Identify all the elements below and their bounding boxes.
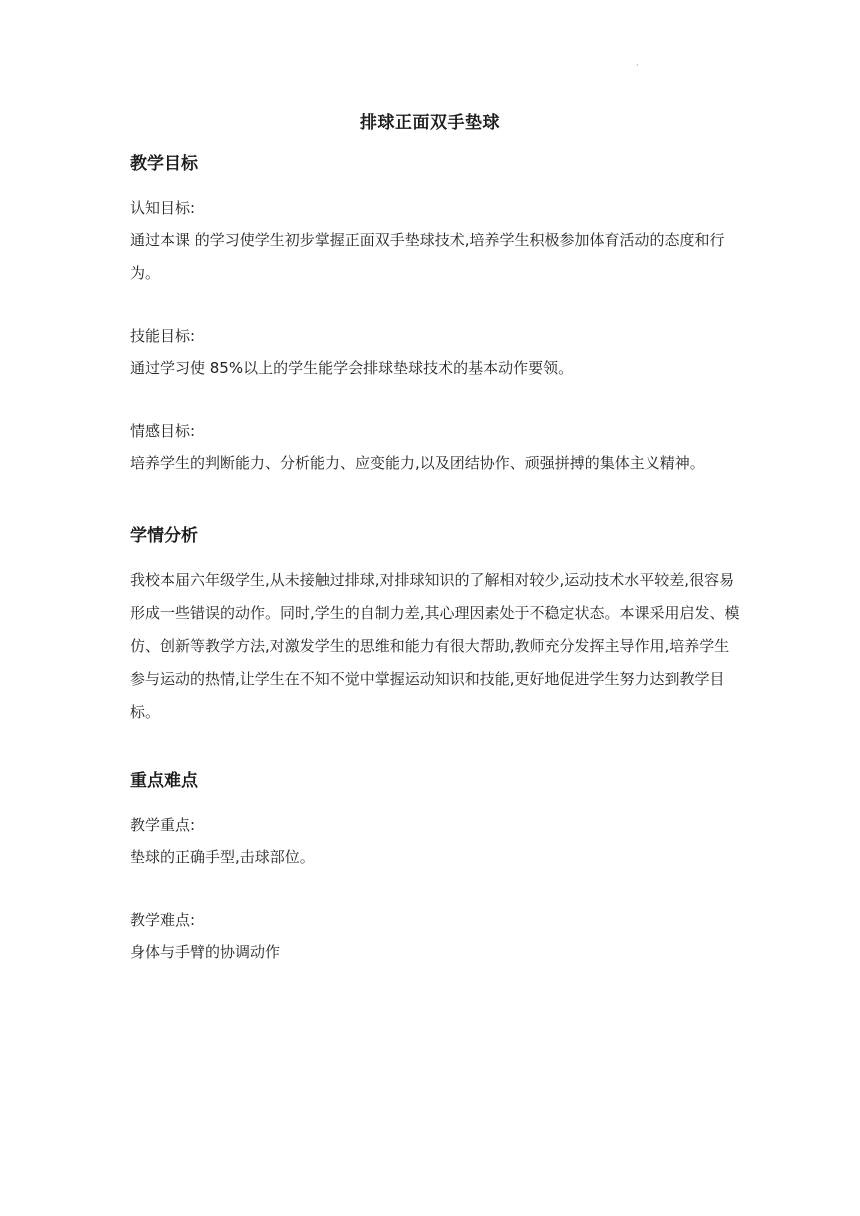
section-key-points [130, 767, 740, 969]
teaching-focus-label: 教学重点: [130, 816, 196, 834]
skill-objective-label: 技能目标: [130, 327, 196, 345]
analysis-text: 我校本届六年级学生,从未接触过排球,对排球知识的了解相对较少,运动技术水平较差,很容易形成一些错误的动作。同时,学生的自制力差,其心理因素处于不稳定状态。本课采用启发、模仿、创新等教学方法,对激发学生的思维和能力有很大帮助,教师充分发挥主导作用,培养学生参与运动的热情,让学生在不知不觉中掌握运动知识和技能,更好地促进学生努力达到教学目标。 [130, 571, 740, 721]
teaching-difficulty-label: 教学难点: [130, 911, 196, 929]
document-body [130, 150, 740, 969]
teaching-focus-text: 垫球的正确手型,击球部位。 [130, 848, 315, 866]
skill-objective-text: 通过学习使 85%以上的学生能学会排球垫球技术的基本动作要领。 [130, 359, 574, 377]
section-heading-analysis: 学情分析 [130, 526, 198, 546]
cognitive-objective-text: 通过本课 的学习使学生初步掌握正面双手垫球技术,培养学生积极参加体育活动的态度和行为。 [130, 231, 725, 282]
section-heading-objectives: 教学目标 [130, 154, 198, 174]
section-heading-key-points: 重点难点 [130, 771, 198, 791]
affective-objective-text: 培养学生的判断能力、分析能力、应变能力,以及团结协作、顽强拼搏的集体主义精神。 [130, 454, 705, 472]
page-title: 排球正面双手垫球 [360, 113, 500, 133]
teaching-difficulty-text: 身体与手臂的协调动作 [130, 943, 281, 961]
cognitive-objective-label: 认知目标: [130, 199, 196, 217]
header-mark: · [636, 61, 639, 70]
section-analysis [130, 522, 740, 729]
affective-objective-label: 情感目标: [130, 422, 196, 440]
section-objectives [130, 150, 740, 480]
